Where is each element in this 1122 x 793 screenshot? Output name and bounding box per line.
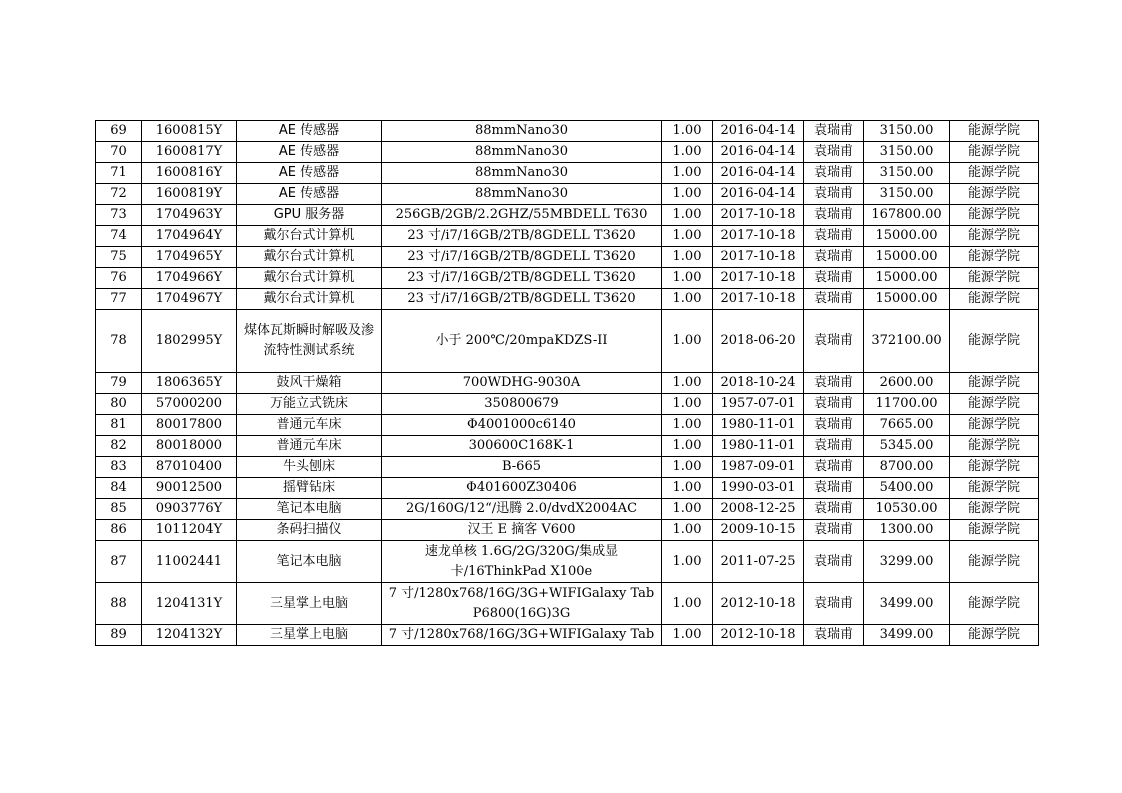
cell-quantity: 1.00 (662, 394, 713, 415)
cell-asset-code: 1600816Y (142, 163, 237, 184)
cell-no: 69 (96, 121, 142, 142)
cell-price: 11700.00 (864, 394, 950, 415)
cell-price: 3150.00 (864, 142, 950, 163)
cell-asset-name: 普通元车床 (237, 415, 382, 436)
cell-asset-name: 三星掌上电脑 (237, 625, 382, 646)
cell-date: 2016-04-14 (713, 121, 804, 142)
cell-spec: 300600C168K-1 (382, 436, 662, 457)
cell-asset-name: 戴尔台式计算机 (237, 226, 382, 247)
cell-asset-name: 万能立式铣床 (237, 394, 382, 415)
asset-table (95, 120, 1039, 646)
cell-asset-name: 戴尔台式计算机 (237, 268, 382, 289)
cell-asset-name: 戴尔台式计算机 (237, 247, 382, 268)
cell-spec: 88mmNano30 (382, 142, 662, 163)
cell-date: 2011-07-25 (713, 541, 804, 583)
cell-no: 81 (96, 415, 142, 436)
cell-custodian: 袁瑞甫 (804, 142, 864, 163)
cell-date: 2009-10-15 (713, 520, 804, 541)
asset-table-body (96, 121, 1039, 646)
cell-price: 3150.00 (864, 121, 950, 142)
cell-date: 2012-10-18 (713, 625, 804, 646)
cell-quantity: 1.00 (662, 247, 713, 268)
cell-price: 10530.00 (864, 499, 950, 520)
cell-price: 5345.00 (864, 436, 950, 457)
table-row (96, 583, 1039, 625)
cell-no: 89 (96, 625, 142, 646)
cell-asset-code: 1204132Y (142, 625, 237, 646)
table-row (96, 541, 1039, 583)
cell-date: 2017-10-18 (713, 289, 804, 310)
cell-asset-code: 0903776Y (142, 499, 237, 520)
cell-department: 能源学院 (950, 268, 1039, 289)
cell-quantity: 1.00 (662, 499, 713, 520)
cell-department: 能源学院 (950, 457, 1039, 478)
cell-price: 7665.00 (864, 415, 950, 436)
cell-no: 71 (96, 163, 142, 184)
cell-asset-code: 80017800 (142, 415, 237, 436)
cell-price: 1300.00 (864, 520, 950, 541)
cell-date: 2017-10-18 (713, 226, 804, 247)
cell-quantity: 1.00 (662, 373, 713, 394)
cell-spec: 小于 200℃/20mpaKDZS-II (382, 310, 662, 373)
cell-date: 1990-03-01 (713, 478, 804, 499)
table-row (96, 289, 1039, 310)
cell-asset-code: 1600817Y (142, 142, 237, 163)
cell-asset-name: 牛头刨床 (237, 457, 382, 478)
cell-price: 372100.00 (864, 310, 950, 373)
cell-spec: 88mmNano30 (382, 121, 662, 142)
cell-quantity: 1.00 (662, 625, 713, 646)
cell-spec: 2G/160G/12“/迅腾 2.0/dvdX2004AC (382, 499, 662, 520)
cell-spec: 23 寸/i7/16GB/2TB/8GDELL T3620 (382, 268, 662, 289)
cell-custodian: 袁瑞甫 (804, 499, 864, 520)
cell-quantity: 1.00 (662, 205, 713, 226)
cell-department: 能源学院 (950, 289, 1039, 310)
cell-spec: Φ401600Z30406 (382, 478, 662, 499)
cell-price: 167800.00 (864, 205, 950, 226)
cell-price: 3299.00 (864, 541, 950, 583)
cell-date: 2016-04-14 (713, 184, 804, 205)
cell-spec: 700WDHG-9030A (382, 373, 662, 394)
cell-spec: 7 寸/1280x768/16G/3G+WIFIGalaxy Tab (382, 625, 662, 646)
cell-custodian: 袁瑞甫 (804, 625, 864, 646)
cell-spec: 88mmNano30 (382, 163, 662, 184)
cell-department: 能源学院 (950, 583, 1039, 625)
cell-asset-code: 1802995Y (142, 310, 237, 373)
cell-price: 3150.00 (864, 184, 950, 205)
cell-department: 能源学院 (950, 394, 1039, 415)
cell-price: 3150.00 (864, 163, 950, 184)
cell-asset-name: 笔记本电脑 (237, 541, 382, 583)
cell-custodian: 袁瑞甫 (804, 415, 864, 436)
cell-quantity: 1.00 (662, 415, 713, 436)
cell-quantity: 1.00 (662, 268, 713, 289)
cell-date: 2017-10-18 (713, 247, 804, 268)
cell-spec: 256GB/2GB/2.2GHZ/55MBDELL T630 (382, 205, 662, 226)
table-row (96, 394, 1039, 415)
cell-custodian: 袁瑞甫 (804, 478, 864, 499)
cell-custodian: 袁瑞甫 (804, 583, 864, 625)
table-row (96, 310, 1039, 373)
cell-custodian: 袁瑞甫 (804, 247, 864, 268)
cell-price: 5400.00 (864, 478, 950, 499)
cell-price: 3499.00 (864, 625, 950, 646)
cell-spec: 7 寸/1280x768/16G/3G+WIFIGalaxy Tab P6800(16G)3G (382, 583, 662, 625)
cell-quantity: 1.00 (662, 226, 713, 247)
table-row (96, 373, 1039, 394)
cell-no: 88 (96, 583, 142, 625)
cell-asset-code: 80018000 (142, 436, 237, 457)
cell-asset-name: 三星掌上电脑 (237, 583, 382, 625)
cell-quantity: 1.00 (662, 541, 713, 583)
cell-custodian: 袁瑞甫 (804, 541, 864, 583)
cell-quantity: 1.00 (662, 436, 713, 457)
table-row (96, 121, 1039, 142)
cell-price: 3499.00 (864, 583, 950, 625)
table-row (96, 184, 1039, 205)
cell-quantity: 1.00 (662, 121, 713, 142)
cell-no: 78 (96, 310, 142, 373)
cell-date: 1980-11-01 (713, 436, 804, 457)
cell-date: 2016-04-14 (713, 142, 804, 163)
cell-asset-code: 1704963Y (142, 205, 237, 226)
cell-no: 74 (96, 226, 142, 247)
cell-date: 2008-12-25 (713, 499, 804, 520)
cell-custodian: 袁瑞甫 (804, 394, 864, 415)
cell-custodian: 袁瑞甫 (804, 520, 864, 541)
cell-department: 能源学院 (950, 310, 1039, 373)
cell-no: 76 (96, 268, 142, 289)
cell-quantity: 1.00 (662, 457, 713, 478)
cell-asset-name: 笔记本电脑 (237, 499, 382, 520)
cell-no: 72 (96, 184, 142, 205)
table-row (96, 625, 1039, 646)
cell-no: 82 (96, 436, 142, 457)
cell-asset-name: 煤体瓦斯瞬时解吸及渗流特性测试系统 (237, 310, 382, 373)
cell-no: 86 (96, 520, 142, 541)
cell-spec: 速龙单核 1.6G/2G/320G/集成显卡/16ThinkPad X100e (382, 541, 662, 583)
cell-department: 能源学院 (950, 478, 1039, 499)
cell-asset-name: AE 传感器 (237, 163, 382, 184)
cell-quantity: 1.00 (662, 583, 713, 625)
cell-date: 2018-06-20 (713, 310, 804, 373)
cell-spec: Φ4001000c6140 (382, 415, 662, 436)
cell-no: 70 (96, 142, 142, 163)
cell-department: 能源学院 (950, 142, 1039, 163)
cell-custodian: 袁瑞甫 (804, 205, 864, 226)
cell-price: 15000.00 (864, 289, 950, 310)
cell-no: 75 (96, 247, 142, 268)
cell-asset-code: 57000200 (142, 394, 237, 415)
cell-custodian: 袁瑞甫 (804, 268, 864, 289)
cell-department: 能源学院 (950, 247, 1039, 268)
cell-spec: B-665 (382, 457, 662, 478)
cell-date: 1980-11-01 (713, 415, 804, 436)
cell-department: 能源学院 (950, 205, 1039, 226)
cell-custodian: 袁瑞甫 (804, 289, 864, 310)
cell-department: 能源学院 (950, 436, 1039, 457)
cell-asset-name: GPU 服务器 (237, 205, 382, 226)
cell-asset-code: 90012500 (142, 478, 237, 499)
cell-department: 能源学院 (950, 163, 1039, 184)
cell-department: 能源学院 (950, 520, 1039, 541)
table-row (96, 163, 1039, 184)
cell-asset-code: 1704965Y (142, 247, 237, 268)
cell-price: 15000.00 (864, 268, 950, 289)
cell-department: 能源学院 (950, 625, 1039, 646)
cell-custodian: 袁瑞甫 (804, 184, 864, 205)
table-row (96, 268, 1039, 289)
cell-custodian: 袁瑞甫 (804, 226, 864, 247)
cell-no: 85 (96, 499, 142, 520)
cell-spec: 350800679 (382, 394, 662, 415)
cell-department: 能源学院 (950, 184, 1039, 205)
cell-asset-name: AE 传感器 (237, 142, 382, 163)
table-row (96, 478, 1039, 499)
cell-department: 能源学院 (950, 121, 1039, 142)
table-row (96, 226, 1039, 247)
cell-department: 能源学院 (950, 499, 1039, 520)
cell-custodian: 袁瑞甫 (804, 310, 864, 373)
cell-quantity: 1.00 (662, 142, 713, 163)
cell-quantity: 1.00 (662, 478, 713, 499)
cell-asset-name: AE 传感器 (237, 121, 382, 142)
cell-asset-code: 1704966Y (142, 268, 237, 289)
cell-department: 能源学院 (950, 415, 1039, 436)
cell-price: 2600.00 (864, 373, 950, 394)
cell-no: 87 (96, 541, 142, 583)
cell-asset-code: 1806365Y (142, 373, 237, 394)
cell-date: 1987-09-01 (713, 457, 804, 478)
cell-date: 2018-10-24 (713, 373, 804, 394)
cell-asset-code: 1204131Y (142, 583, 237, 625)
cell-quantity: 1.00 (662, 163, 713, 184)
table-row (96, 499, 1039, 520)
cell-custodian: 袁瑞甫 (804, 457, 864, 478)
table-row (96, 205, 1039, 226)
table-row (96, 520, 1039, 541)
cell-asset-name: 戴尔台式计算机 (237, 289, 382, 310)
cell-department: 能源学院 (950, 541, 1039, 583)
cell-no: 77 (96, 289, 142, 310)
cell-no: 73 (96, 205, 142, 226)
cell-custodian: 袁瑞甫 (804, 121, 864, 142)
cell-asset-code: 1011204Y (142, 520, 237, 541)
cell-asset-code: 1600819Y (142, 184, 237, 205)
cell-asset-code: 1704967Y (142, 289, 237, 310)
cell-department: 能源学院 (950, 373, 1039, 394)
cell-no: 84 (96, 478, 142, 499)
cell-no: 80 (96, 394, 142, 415)
cell-spec: 汉王 E 摘客 V600 (382, 520, 662, 541)
cell-asset-code: 87010400 (142, 457, 237, 478)
cell-date: 2012-10-18 (713, 583, 804, 625)
cell-asset-code: 11002441 (142, 541, 237, 583)
cell-spec: 88mmNano30 (382, 184, 662, 205)
cell-asset-name: 摇臂钻床 (237, 478, 382, 499)
cell-date: 1957-07-01 (713, 394, 804, 415)
table-row (96, 457, 1039, 478)
cell-quantity: 1.00 (662, 520, 713, 541)
cell-spec: 23 寸/i7/16GB/2TB/8GDELL T3620 (382, 289, 662, 310)
cell-asset-name: AE 传感器 (237, 184, 382, 205)
cell-spec: 23 寸/i7/16GB/2TB/8GDELL T3620 (382, 247, 662, 268)
cell-asset-name: 条码扫描仪 (237, 520, 382, 541)
cell-spec: 23 寸/i7/16GB/2TB/8GDELL T3620 (382, 226, 662, 247)
cell-quantity: 1.00 (662, 289, 713, 310)
cell-asset-code: 1704964Y (142, 226, 237, 247)
cell-asset-name: 普通元车床 (237, 436, 382, 457)
cell-price: 15000.00 (864, 247, 950, 268)
cell-department: 能源学院 (950, 226, 1039, 247)
cell-date: 2017-10-18 (713, 205, 804, 226)
cell-date: 2017-10-18 (713, 268, 804, 289)
cell-price: 8700.00 (864, 457, 950, 478)
cell-custodian: 袁瑞甫 (804, 436, 864, 457)
table-row (96, 247, 1039, 268)
table-row (96, 142, 1039, 163)
cell-quantity: 1.00 (662, 184, 713, 205)
cell-asset-name: 鼓风干燥箱 (237, 373, 382, 394)
cell-custodian: 袁瑞甫 (804, 163, 864, 184)
cell-no: 83 (96, 457, 142, 478)
cell-asset-code: 1600815Y (142, 121, 237, 142)
table-row (96, 415, 1039, 436)
cell-custodian: 袁瑞甫 (804, 373, 864, 394)
cell-price: 15000.00 (864, 226, 950, 247)
cell-no: 79 (96, 373, 142, 394)
cell-quantity: 1.00 (662, 310, 713, 373)
table-row (96, 436, 1039, 457)
cell-date: 2016-04-14 (713, 163, 804, 184)
